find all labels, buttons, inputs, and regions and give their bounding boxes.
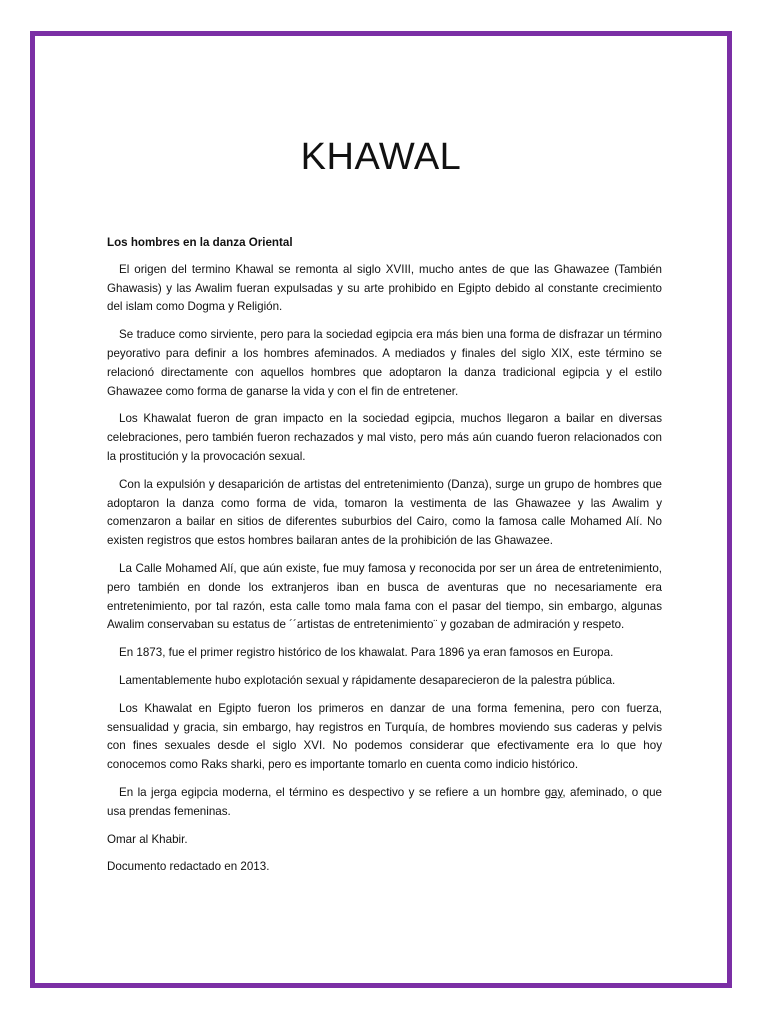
paragraph-3: Los Khawalat fueron de gran impacto en la sociedad egipcia, muchos llegaron a bailar en diversas celebraciones, pero también fueron rechazados y mal visto, pero más aún cuando fueron relacionados con la prostitución y la provocación sexual. bbox=[107, 412, 662, 463]
paragraph-1: El origen del termino Khawal se remonta al siglo XVIII, mucho antes de que las Ghawazee (También Ghawasis) y las Awalim fueran expulsadas y su arte prohibido en Egipto debido al constante crecimiento del islam como Dogma y Religión. bbox=[107, 262, 662, 314]
document-footnote: Documento redactado en 2013. bbox=[107, 860, 270, 874]
paragraph-8: Los Khawalat en Egipto fueron los primeros en danzar de una forma femenina, pero con fuerza, sensualidad y gracia, sin embargo, hay registros en Turquía, de hombres moviendo sus caderas y pelvis con fines sexuales desde el siglo XVI. No podemos considerar que efectivamente era lo que hoy conocemos como Raks sharki, pero es importante tomarlo en cuenta como indicio histórico. bbox=[107, 701, 662, 772]
paragraph-2: Se traduce como sirviente, pero para la sociedad egipcia era más bien una forma de disfrazar un término peyorativo para definir a los hombres afeminados. A mediados y finales del siglo XIX, este término se relacionó directamente con aquellos hombres que adoptaron la danza tradicional egipcia y el estilo Ghawazee como forma de ganarse la vida y con el fin de entretener. bbox=[107, 328, 662, 398]
paragraph-5: La Calle Mohamed Alí, que aún existe, fue muy famosa y reconocida por ser un área de entretenimiento, pero también en donde los extranjeros iban en busca de aventuras que no necesariamente era entretenimiento, por tal razón, esta calle tomo mala fama con el pasar del tiempo, sin embargo, algunas Awalim conservaban su estatus de ´´artistas de entretenimiento¨ y gozaban de admiración y respeto. bbox=[107, 561, 662, 632]
document-title: KHAWAL bbox=[300, 136, 462, 178]
paragraph-9-text-before: En la jerga egipcia moderna, el término es despectivo y se refiere a un hombre bbox=[119, 785, 545, 799]
section-subheading: Los hombres en la danza Oriental bbox=[107, 236, 293, 249]
signature: Omar al Khabir. bbox=[107, 832, 188, 846]
paragraph-6: En 1873, fue el primer registro histórico de los khawalat. Para 1896 ya eran famosos en Europa. bbox=[119, 646, 614, 660]
paragraph-4: Con la expulsión y desaparición de artistas del entretenimiento (Danza), surge un grupo de hombres que adoptaron la danza como forma de vida, tomaron la vestimenta de las Ghawazee y las Awalim y comenzaron a bailar en sitios de diferentes suburbios del Cairo, como la famosa calle Mohamed Alí. No existen registros que estos hombres bailaran antes de la prohibición de las Ghawazee. bbox=[107, 477, 662, 548]
paragraph-7: Lamentablemente hubo explotación sexual y rápidamente desaparecieron de la palestra pública. bbox=[119, 673, 616, 687]
paragraph-9-underlined-word: gay bbox=[544, 785, 563, 799]
document-body bbox=[107, 234, 662, 886]
paragraph-9-text-after: , afeminado, o que usa prendas femeninas. bbox=[107, 785, 662, 818]
paragraph-9 bbox=[107, 784, 662, 822]
